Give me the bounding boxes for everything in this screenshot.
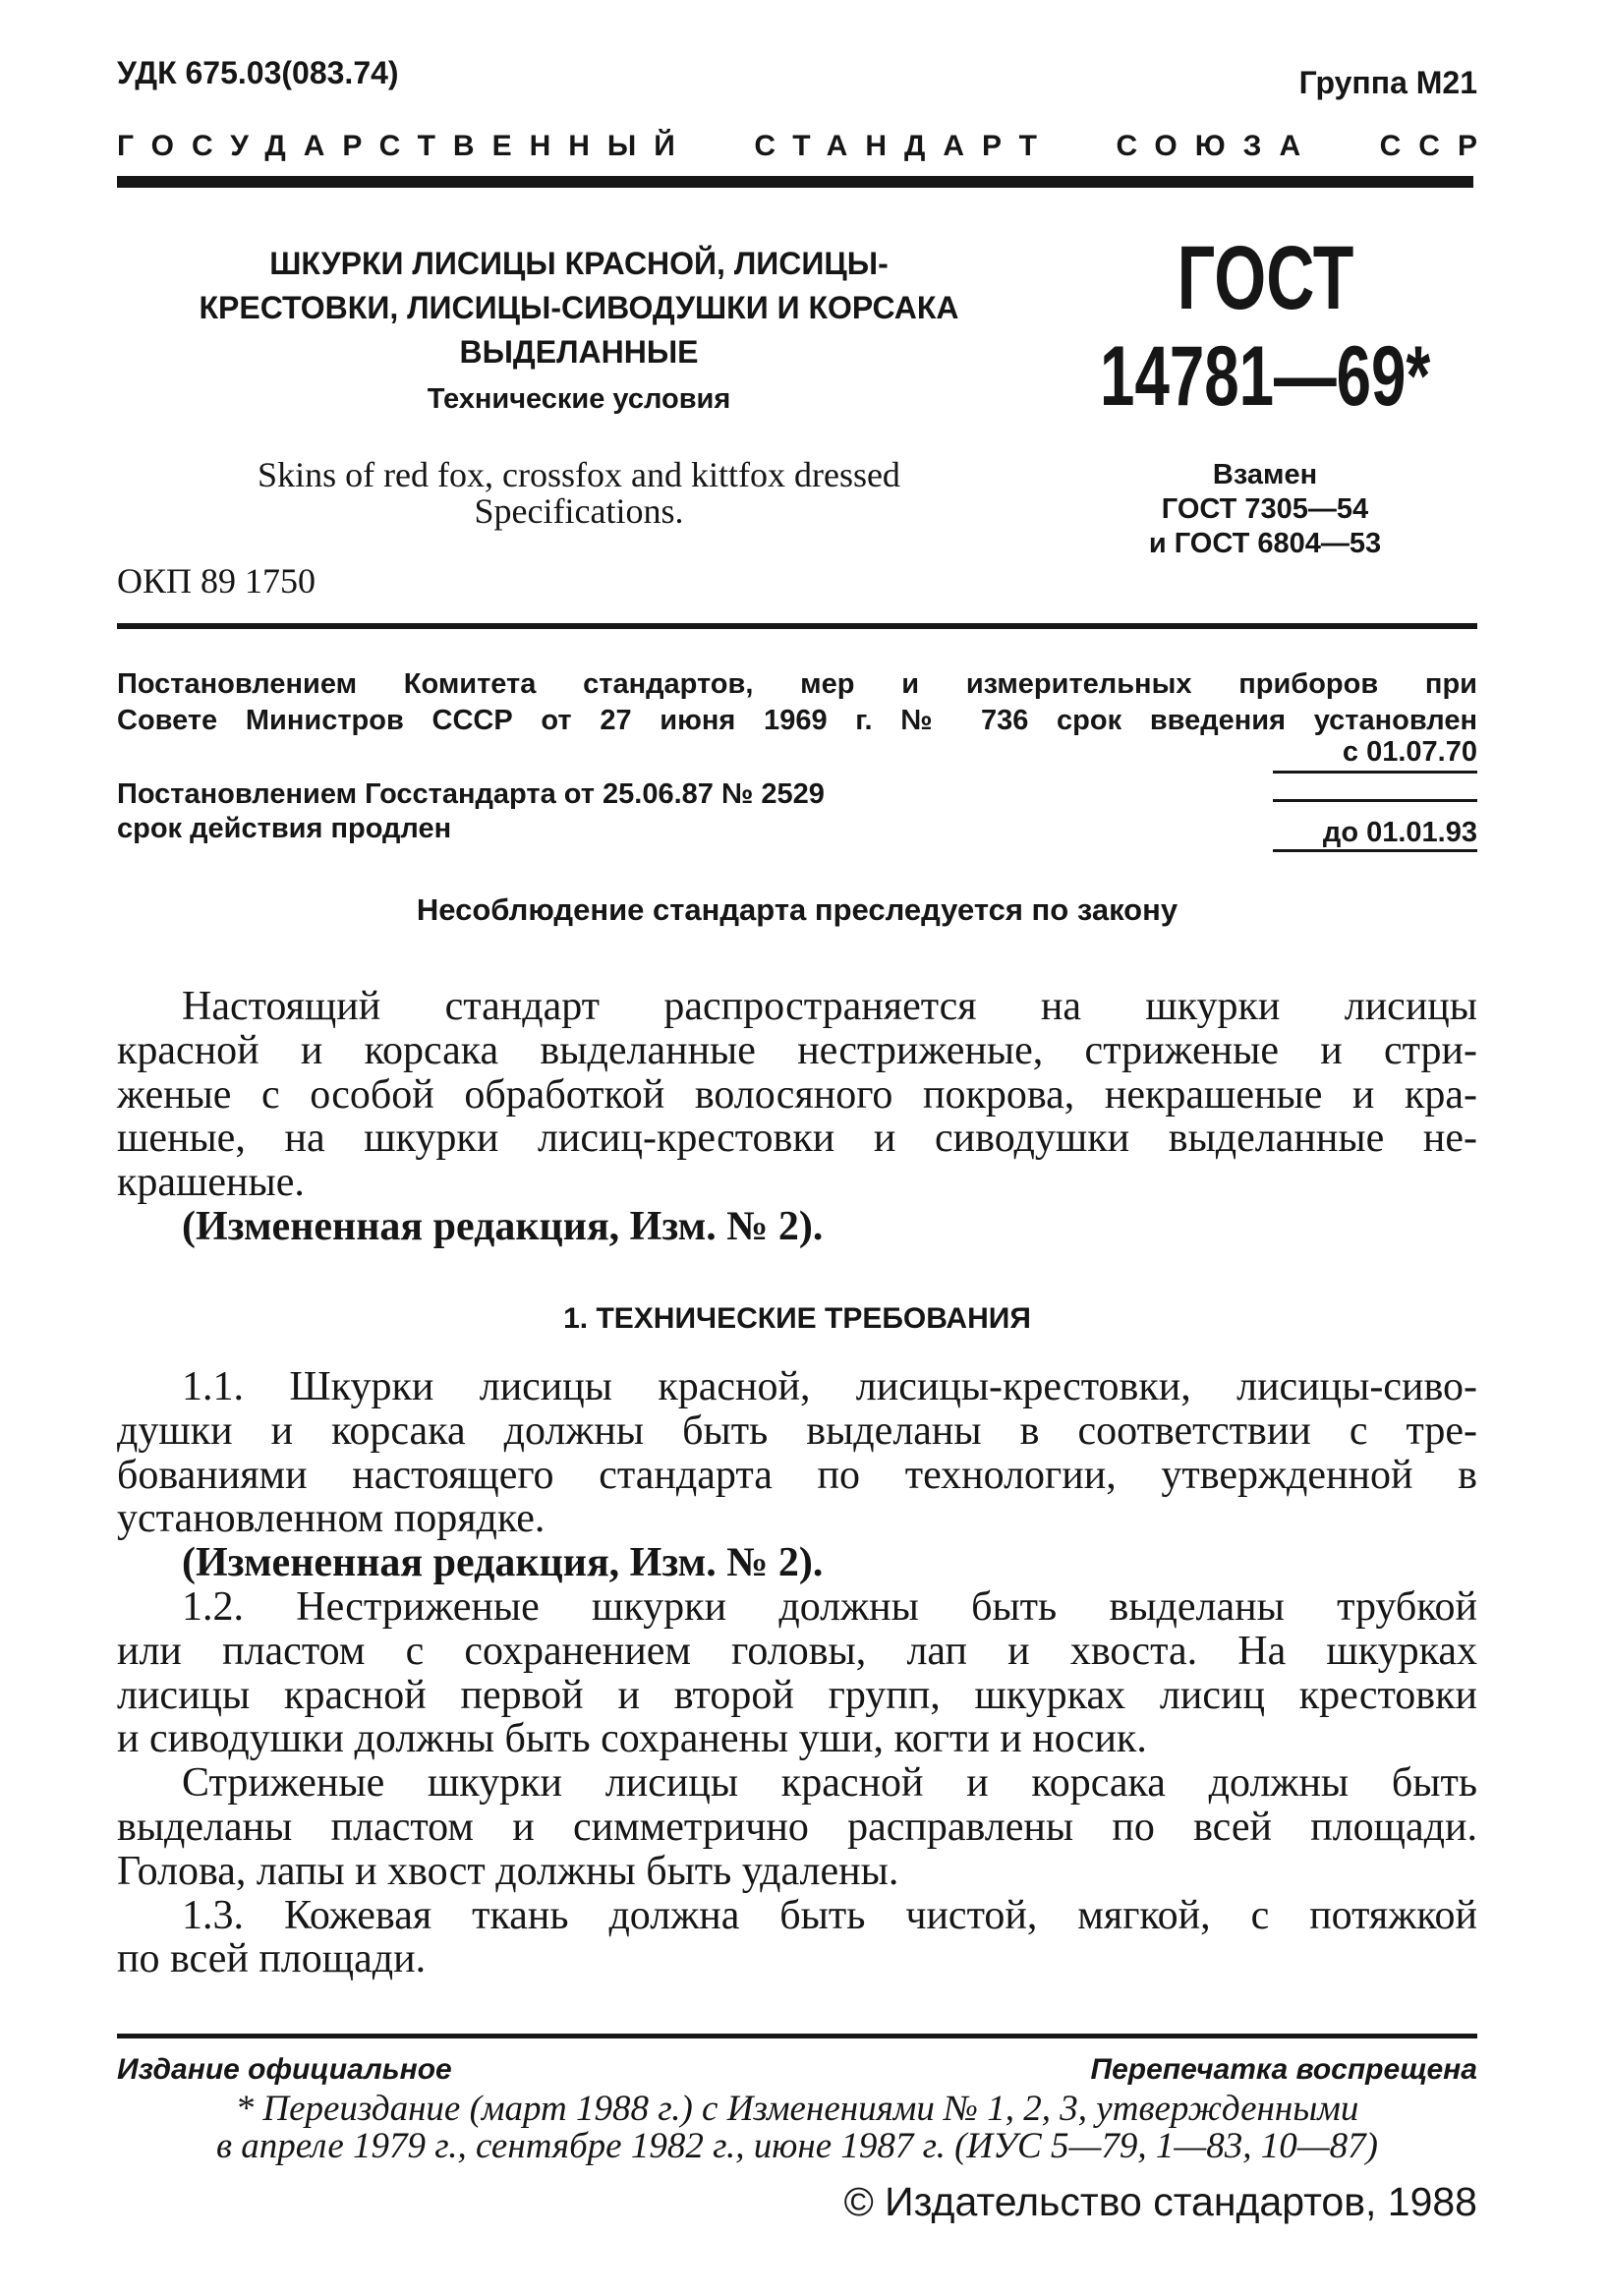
gost-label-text: ГОСТ [1177,228,1353,328]
title-line: КРЕСТОВКИ, ЛИСИЦЫ-СИВОДУШКИ И КОРСАКА [199,290,959,325]
clause-line: Голова, лапы и хвост должны быть удалены. [117,1848,899,1894]
extension-line: срок действия продлен [117,813,452,844]
banner-word: ГОСУДАРСТВЕННЫЙ [117,130,693,162]
intro-line: крашеные. [117,1160,305,1206]
replaces-line: ГОСТ 7305—54 [1161,493,1369,525]
standard-title [117,242,1041,374]
clause-line: установленном порядке. [117,1496,546,1542]
section-body [117,1365,1477,1981]
replaces-line: и ГОСТ 6804—53 [1148,528,1382,559]
intro-line: красной и корсака выделанные нестриженые, стриженые и стри- [117,1027,1477,1073]
clause-line: и сиводушки должны быть сохранены уши, когти и носик. [117,1716,1147,1762]
reprint-notice: Перепечатка воспрещена [1090,2053,1477,2086]
reissue-note-line: * Переиздание (март 1988 г.) с Изменениями № 1, 2, 3, утвержденными [235,2089,1359,2129]
decree-line: Совете Министров СССР от 27 июня 1969 г. № 736 срок введения установлен [117,705,1477,736]
header-rule [117,623,1477,629]
group-code: Группа М21 [1298,65,1477,100]
clause-line: 1.2. Нестриженые шкурки должны быть выделаны трубкой [182,1583,1477,1630]
section-heading: 1. ТЕХНИЧЕСКИЕ ТРЕБОВАНИЯ [563,1302,1031,1335]
subtitle: Технические условия [427,383,731,415]
title-line: ВЫДЕЛАННЫЕ [459,334,699,370]
clause-line: лисицы красной первой и второй групп, шкурках лисиц крестовки [117,1672,1477,1718]
copyright: © Издательство стандартов, 1988 [843,2179,1477,2224]
state-standard-banner [117,129,1495,164]
english-title-line: Skins of red fox, crossfox and kittfox dressed [258,455,900,494]
clause-line: или пластом с сохранением головы, лап и хвоста. На шкурках [117,1628,1477,1674]
legal-notice: Несоблюдение стандарта преследуется по закону [416,892,1178,927]
clause-line: бованиями настоящего стандарта по технологии, утвержденной в [117,1452,1477,1498]
gost-number-text: 14781—69* [1099,329,1431,424]
edition-label: Издание официальное [117,2053,452,2086]
clause-line: 1.1. Шкурки лисицы красной, лисицы-крестовки, лисицы-сиво- [182,1364,1477,1409]
decree-line: Постановлением Комитета стандартов, мер и измерительных приборов при [117,668,1477,700]
gost-label [983,229,1547,327]
footer-rule [117,2034,1477,2038]
reissue-note-line: в апреле 1979 г., сентябре 1982 г., июне 1987 г. (ИУС 5—79, 1—83, 10—87) [216,2126,1378,2166]
udk-code: УДК 675.03(083.74) [117,55,399,90]
clause-line: выделаны пластом и симметрично расправлены по всей площади. [117,1804,1477,1850]
valid-until-date: до 01.01.93 [1273,799,1477,852]
replaces-line: Взамен [1212,459,1318,490]
extension-line: Постановлением Госстандарта от 25.06.87 № 2529 [117,778,825,810]
effective-date: с 01.07.70 [1273,735,1477,774]
banner-word: ССР [1379,130,1495,162]
intro-line: женые с особой обработкой волосяного покрова, некрашеные и кра- [117,1071,1477,1118]
intro-line: шеные, на шкурки лисиц-крестовки и сиводушки выделанные не- [117,1116,1477,1162]
top-rule [117,176,1473,188]
intro-line: Настоящий стандарт распространяется на шкурки лисицы [182,984,1477,1029]
banner-word: СОЮЗА [1116,130,1319,162]
english-title [117,457,1041,530]
clause-line: Стриженые шкурки лисицы красной и корсака должны быть [182,1760,1477,1807]
okp-code: ОКП 89 1750 [117,561,316,601]
intro-paragraph [117,985,1477,1249]
gost-number [983,329,1547,424]
banner-word: СТАНДАРТ [754,130,1055,162]
clause-line: 1.3. Кожевая ткань должна быть чистой, мягкой, с потяжкой [182,1892,1477,1938]
reissue-note [117,2091,1477,2165]
english-title-line: Specifications. [474,491,684,531]
amendment-note: (Измененная редакция, Изм. № 2). [182,1203,824,1249]
replaces-block [1081,458,1449,561]
amendment-note: (Измененная редакция, Изм. № 2). [182,1540,824,1586]
clause-line: по всей площади. [117,1936,427,1982]
title-line: ШКУРКИ ЛИСИЦЫ КРАСНОЙ, ЛИСИЦЫ- [269,246,889,281]
clause-line: душки и корсака должны быть выделаны в соответствии с тре- [117,1407,1477,1454]
